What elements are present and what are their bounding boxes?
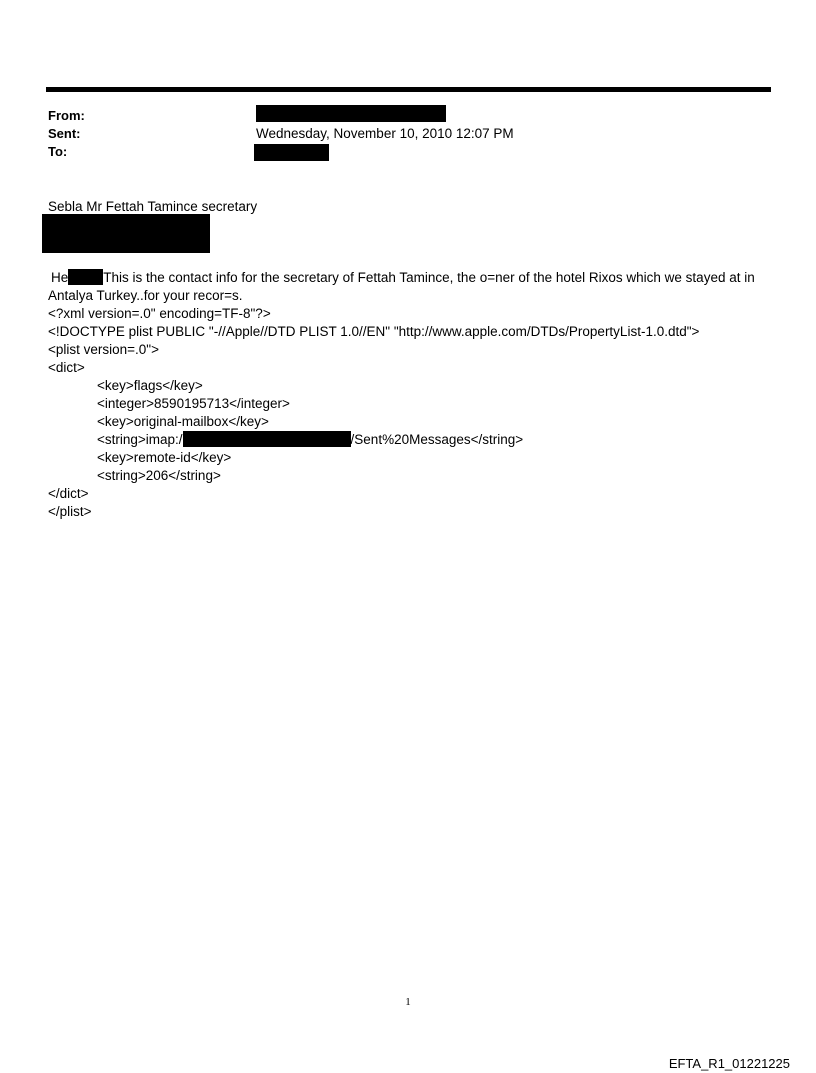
greeting-prefix: He xyxy=(51,270,69,285)
imap-suffix: /Sent%20Messages</string> xyxy=(350,432,524,447)
plist-open: <plist version=.0"> xyxy=(48,342,159,357)
string-remote: <string>206</string> xyxy=(97,468,221,483)
sent-label: Sent: xyxy=(48,126,81,141)
from-redaction xyxy=(256,105,446,122)
key-flags: <key>flags</key> xyxy=(97,378,203,393)
header-rule xyxy=(46,87,771,92)
name-redaction xyxy=(68,269,103,285)
paragraph-line-1 xyxy=(51,269,755,287)
from-label: From: xyxy=(48,108,85,123)
key-remote: <key>remote-id</key> xyxy=(97,450,232,465)
integer-flags: <integer>8590195713</integer> xyxy=(97,396,290,411)
mailbox-redaction xyxy=(183,431,351,447)
bates-number: EFTA_R1_01221225 xyxy=(668,1056,790,1071)
subject-line: Sebla Mr Fettah Tamince secretary xyxy=(48,199,258,214)
to-label: To: xyxy=(48,144,68,159)
doctype-line: <!DOCTYPE plist PUBLIC "-//Apple//DTD PLIST 1.0//EN" "http://www.apple.com/DTDs/PropertyList-1.0.dtd"> xyxy=(48,324,700,339)
sent-value: Wednesday, November 10, 2010 12:07 PM xyxy=(256,126,514,141)
page-number: 1 xyxy=(405,996,411,1008)
to-redaction xyxy=(254,144,329,161)
key-mailbox: <key>original-mailbox</key> xyxy=(97,414,269,429)
paragraph-line-1-text: This is the contact info for the secretary of Fettah Tamince, the o=ner of the hotel Rixos which we stayed at in xyxy=(103,270,755,285)
imap-prefix: <string>imap:/ xyxy=(97,432,183,447)
plist-close: </plist> xyxy=(48,504,92,519)
paragraph-line-2: Antalya Turkey..for your recor=s. xyxy=(48,288,243,303)
string-imap xyxy=(97,431,523,449)
contact-redaction xyxy=(42,214,210,253)
dict-open: <dict> xyxy=(48,360,85,375)
xml-declaration: <?xml version=.0" encoding=TF-8"?> xyxy=(48,306,271,321)
dict-close: </dict> xyxy=(48,486,89,501)
